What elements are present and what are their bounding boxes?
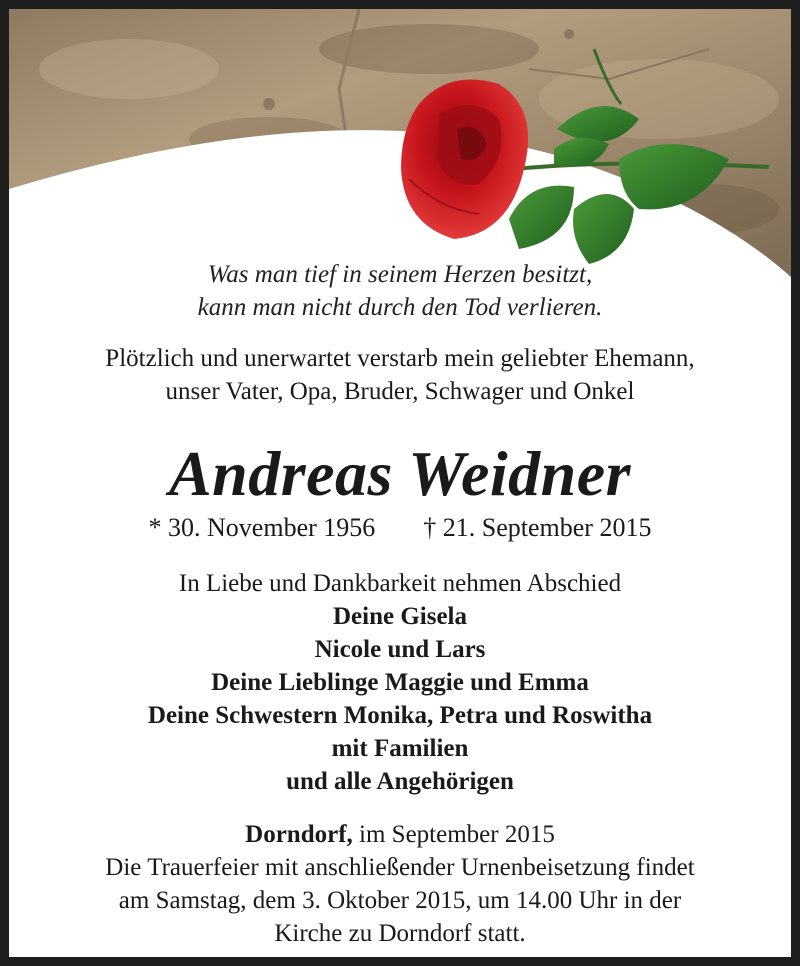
rose-on-stone-image <box>9 9 791 284</box>
closing-line-4: Kirche zu Dorndorf statt. <box>274 920 526 947</box>
mourner-line: Deine Schwestern Monika, Petra und Roswitha <box>147 702 653 729</box>
closing-line-2: Die Trauerfeier mit anschließender Urnenbeisetzung findet <box>105 854 695 881</box>
birth-date: * 30. November 1956 <box>148 513 376 542</box>
mourner-line: und alle Angehörigen <box>286 768 514 795</box>
closing-date: im September 2015 <box>352 821 555 848</box>
closing-line-3: am Samstag, dem 3. Oktober 2015, um 14.00 Uhr in der <box>118 887 682 914</box>
farewell-line: In Liebe und Dankbarkeit nehmen Abschied <box>178 570 622 597</box>
closing-place: Dorndorf, <box>245 821 353 848</box>
mourner-line: Nicole und Lars <box>314 636 486 663</box>
death-date: † 21. September 2015 <box>423 513 652 542</box>
mourner-line: Deine Lieblinge Maggie und Emma <box>211 669 589 696</box>
mourner-line: mit Familien <box>331 735 469 762</box>
intro-line-2: unser Vater, Opa, Bruder, Schwager und Onkel <box>165 378 635 405</box>
quote-line-2: kann man nicht durch den Tod verlieren. <box>197 294 603 321</box>
life-dates <box>9 512 791 544</box>
closing-place-date <box>9 818 791 851</box>
intro-line-1: Plötzlich und unerwartet verstarb mein geliebter Ehemann, <box>105 345 695 372</box>
deceased-name: Andreas Weidner <box>168 438 632 509</box>
mourner-line: Deine Gisela <box>332 603 467 630</box>
quote-line-1: Was man tief in seinem Herzen besitzt, <box>207 261 593 288</box>
